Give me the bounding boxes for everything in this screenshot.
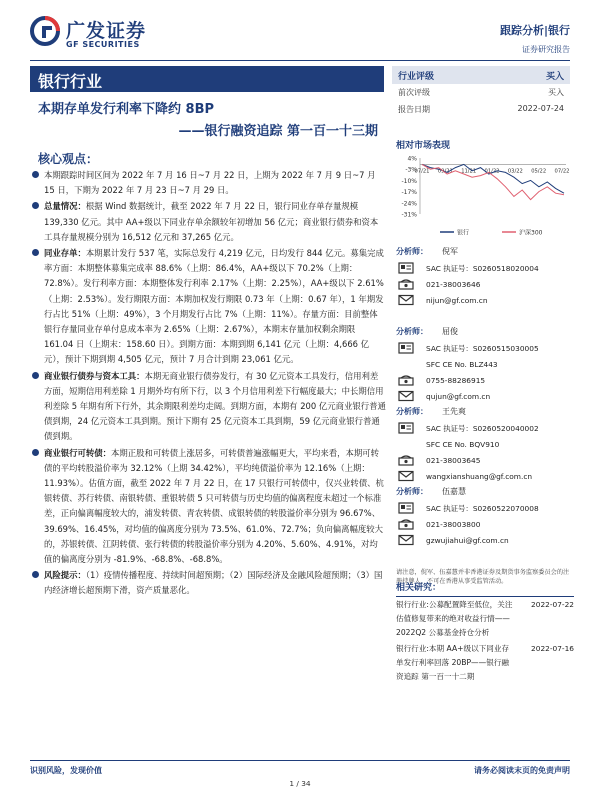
analyst-sfc-text: SFC CE No. BLZ443 xyxy=(426,359,498,369)
email-icon xyxy=(396,470,416,482)
analyst-sac-text: SAC 执证号：S0260520040002 xyxy=(426,423,539,433)
analyst-sfc-text: SFC CE No. BQV910 xyxy=(426,439,500,449)
keypoint-heading: 商业银行可转债： xyxy=(44,447,111,458)
keypoint-paragraph xyxy=(30,246,386,368)
related-item-title[interactable]: 银行行业:公募配置降至低位，关注估值修复带来的绝对收益行情——2022Q2 公募基金持仓分析 xyxy=(396,600,513,637)
x-tick-label: 01/22 xyxy=(484,168,500,175)
analyst-sac xyxy=(396,340,574,356)
footer-slogan: 识别风险，发现价值 xyxy=(30,766,102,775)
x-tick-label: 09/21 xyxy=(437,168,453,175)
analyst-phone xyxy=(396,276,574,292)
certificate-icon xyxy=(396,262,416,274)
keypoint-text: 本期正股和可转债上涨居多，可转债普遍涨幅更大，平均来看，本期可转债的平均转股溢价率为 32.12%（上期 34.42%），平均纯债溢价率为 12.16%（上期：11.93%）。估值方面，截至 2022 年 7 月 22 日，在 17 只银行可转债中，仅兴业转债、杭银转债、苏行转债、南银转债、重银转债 5 只可转债与历史均值的偏离程度未超过一个标准差，正向偏离幅度较大的，浦发转债、青农转债、成银转债的转股溢价率分别为 96.67%、39.69%、16.45%，对均值的偏离度分别为 73.5%、61.0%、72.7%；负向偏离幅度较大的，苏银转债、江阴转债、张行转债的转股溢价率分别为 4.20%、5.60%、4.91%，对均值的偏离度分别为 -81.9%、-68.8%、-68.8%。 xyxy=(44,447,384,565)
y-tick-label: -17% xyxy=(401,189,417,197)
keypoint-text: （1）疫情传播程度、持续时间超预期；（2）国际经济及金融风险超预期；（3）国内经济增长超预期下滑，资产质量恶化。 xyxy=(44,570,383,596)
phone-icon xyxy=(396,454,416,466)
analyst-email-text[interactable]: nijun@gf.com.cn xyxy=(426,295,488,305)
y-tick-label: -31% xyxy=(401,211,417,219)
keypoint-paragraph xyxy=(30,568,386,598)
prev-rating-value: 买入 xyxy=(548,88,564,97)
email-icon xyxy=(396,390,416,402)
blank-icon xyxy=(396,438,416,450)
keypoint-paragraph xyxy=(30,446,386,568)
analyst-email-text[interactable]: gzwujiahui@gf.com.cn xyxy=(426,535,509,545)
rating-label: 行业评级 xyxy=(398,71,435,82)
analyst-sac-text: SAC 执证号：S0260518020004 xyxy=(426,263,539,273)
analyst-contact-rows xyxy=(396,340,574,404)
analyst-contact-rows xyxy=(396,260,574,308)
analyst-sfc xyxy=(396,436,574,452)
page-number: 1 / 34 xyxy=(289,779,311,788)
keypoint-heading: 同业存单： xyxy=(44,248,86,259)
analyst-block xyxy=(396,486,574,566)
analyst-phone xyxy=(396,372,574,388)
report-date-row xyxy=(392,101,570,118)
analyst-phone-text: 021-38003645 xyxy=(426,455,481,465)
y-tick-label: 4% xyxy=(407,155,417,163)
bullet-icon xyxy=(32,372,39,379)
header-divider xyxy=(30,60,570,61)
prev-rating-row xyxy=(392,84,570,101)
analyst-label: 分析师： xyxy=(396,327,428,336)
keypoint-heading: 商业银行债券与资本工具： xyxy=(44,370,145,381)
analyst-name: 王先爽 xyxy=(442,407,466,416)
analyst-email[interactable] xyxy=(396,388,574,404)
related-item[interactable] xyxy=(396,598,574,640)
analyst-sac xyxy=(396,420,574,436)
analyst-label: 分析师： xyxy=(396,407,428,416)
phone-icon xyxy=(396,278,416,290)
analyst-panel xyxy=(396,246,574,586)
analyst-email-text[interactable]: wangxianshuang@gf.com.cn xyxy=(426,471,533,481)
analyst-sac xyxy=(396,260,574,276)
x-tick-label: 11/21 xyxy=(461,168,477,175)
analyst-sac-text: SAC 执证号：S0260522070008 xyxy=(426,503,539,513)
analyst-label: 分析师： xyxy=(396,487,428,496)
footer-disclaimer[interactable]: 请务必阅读末页的免责声明 xyxy=(474,766,570,775)
related-title: 相关研究： xyxy=(396,580,574,597)
x-tick-label: 07/22 xyxy=(554,168,570,175)
certificate-icon xyxy=(396,342,416,354)
analyst-phone xyxy=(396,516,574,532)
related-item-title[interactable]: 银行行业:本期 AA+级以下同业存单发行利率回落 20BP——银行融资追踪 第一百一十二期 xyxy=(396,644,510,681)
certificate-icon xyxy=(396,502,416,514)
bullet-icon xyxy=(32,449,39,456)
email-icon xyxy=(396,534,416,546)
keypoint-paragraph xyxy=(30,199,386,245)
analyst-note: 请注意，倪军、伍嘉慧并非香港证券及期货事务监察委员会的注册持牌人，不可在香港从事受监管活动。 xyxy=(396,569,570,585)
analyst-name: 倪军 xyxy=(442,247,458,256)
keypoint-text: 根据 Wind 数据统计，截至 2022 年 7 月 22 日，银行同业存单存量规模 139,330 亿元。其中 AA+级以下同业存单余额较年初增加 56 亿元；商业银行债券和资本工具存量规模分别为 16,512 亿元和 37,265 亿元。 xyxy=(44,201,379,242)
gf-logo-icon xyxy=(30,16,60,46)
footer-divider xyxy=(30,760,570,761)
rating-header xyxy=(392,66,570,84)
industry-banner: 银行行业 xyxy=(30,66,384,92)
report-type-block xyxy=(500,22,570,55)
analyst-email-text[interactable]: qujun@gf.com.cn xyxy=(426,391,491,401)
analyst-phone xyxy=(396,452,574,468)
brand-logo xyxy=(30,14,170,52)
blank-icon xyxy=(396,358,416,370)
related-item[interactable] xyxy=(396,642,574,684)
rating-value: 买入 xyxy=(545,71,564,82)
analyst-contact-rows xyxy=(396,500,574,548)
keypoint-heading: 风险提示： xyxy=(44,570,86,581)
keypoint-text: 本期累计发行 537 笔，实际总发行 4,219 亿元，日均发行 844 亿元。募集完成率方面：本期整体募集完成率 88.6%（上期：86.4%，AA+级以下 70.2%（上期：72.8%）。发行利率方面：本期整体发行利率 2.17%（上期：2.25%），AA+级以下 2.61%（上期：2.53%）。发行期限方面：本期加权发行期限 0.73 年（上期：0.67 年），1 年期发行占比 51%（上期：49%），3 个月期发行占比 7%（上期：11%）。存量方面：目前整体银行存量同业存单付息成本率为 2.65%（上期：2.67%），本期末存量加权剩余期限 161.04 日（上期末：158.60 日）。到期方面：本期到期 6,141 亿元（上期：4,666 亿元），预计下期到期 4,505 亿元，预计 7 月合计到期 23,061 亿元。 xyxy=(44,248,384,365)
brand-name-en: GF SECURITIES xyxy=(66,40,140,49)
keypoint-heading: 总量情况： xyxy=(44,201,86,212)
analyst-block xyxy=(396,326,574,406)
y-tick-label: -24% xyxy=(401,200,417,208)
analyst-label: 分析师： xyxy=(396,247,428,256)
email-icon xyxy=(396,294,416,306)
phone-icon xyxy=(396,518,416,530)
analyst-sfc xyxy=(396,356,574,372)
analyst-block xyxy=(396,246,574,326)
report-type: 跟踪分析|银行 xyxy=(499,24,570,37)
analyst-email[interactable] xyxy=(396,532,574,548)
related-item-date: 2022-07-16 xyxy=(531,644,574,653)
x-tick-label: 05/22 xyxy=(531,168,547,175)
analyst-sac-text: SAC 执证号：S0260515030005 xyxy=(426,343,539,353)
bullet-icon xyxy=(32,171,39,178)
analyst-sac xyxy=(396,500,574,516)
report-subtitle: ——银行融资追踪 第一百一十三期 xyxy=(178,124,378,139)
prev-rating-label: 前次评级 xyxy=(398,88,430,97)
analyst-contact-rows xyxy=(396,420,574,484)
keypoint-text: 本期无商业银行债券发行，有 30 亿元资本工具发行，信用利差方面，短期信用利差除 1 月期外均有所下行，以 3 个月信用利差下行幅度最大；中长期信用利差除 5 年期有所下行外，其余期限利差均走阔。到期方面，本期有 200 亿元商业银行普通债到期，24 亿元资本工具到期。预计下期有 25 亿元资本工具到期，59 亿元商业银行普通债到期。 xyxy=(44,370,386,442)
performance-title: 相对市场表现 xyxy=(396,141,451,151)
analyst-email[interactable] xyxy=(396,468,574,484)
bullet-icon xyxy=(32,571,39,578)
keypoint-paragraph xyxy=(30,369,386,445)
report-subtype: 证券研究报告 xyxy=(522,45,570,54)
y-tick-label: -10% xyxy=(401,177,417,185)
related-list xyxy=(396,598,574,686)
certificate-icon xyxy=(396,422,416,434)
analyst-phone-text: 021-38003646 xyxy=(426,279,481,289)
keypoints-body xyxy=(30,168,386,600)
keypoints-title: 核心观点： xyxy=(38,152,99,166)
keypoint-paragraph xyxy=(30,168,386,198)
keypoint-text: 本期跟踪时间区间为 2022 年 7 月 16 日~7 月 22 日，上期为 2022 年 7 月 9 日~7 月 15 日，下期为 2022 年 7 月 23 日~7 月 29 日。 xyxy=(44,170,376,196)
report-title: 本期存单发行利率下降约 8BP xyxy=(38,102,215,117)
legend-label: 银行 xyxy=(457,229,470,237)
analyst-phone-text: 0755-88286915 xyxy=(426,375,486,385)
brand-name-cn: 广发证券 xyxy=(66,20,147,42)
analyst-phone-text: 021-38003800 xyxy=(426,519,481,529)
analyst-name: 伍嘉慧 xyxy=(442,487,466,496)
bullet-icon xyxy=(32,249,39,256)
performance-chart xyxy=(396,152,570,242)
x-tick-label: 03/22 xyxy=(507,168,523,175)
x-tick-label: 07/21 xyxy=(414,168,430,175)
legend-label: 沪深300 xyxy=(519,229,543,237)
report-date-label: 报告日期 xyxy=(398,105,430,114)
phone-icon xyxy=(396,374,416,386)
report-date-value: 2022-07-24 xyxy=(517,104,564,113)
rating-box xyxy=(392,66,570,118)
related-item-date: 2022-07-22 xyxy=(531,600,574,609)
analyst-email[interactable] xyxy=(396,292,574,308)
analyst-name: 屈俊 xyxy=(442,327,458,336)
y-tick-label: -3% xyxy=(405,166,417,174)
analyst-block xyxy=(396,406,574,486)
bullet-icon xyxy=(32,202,39,209)
